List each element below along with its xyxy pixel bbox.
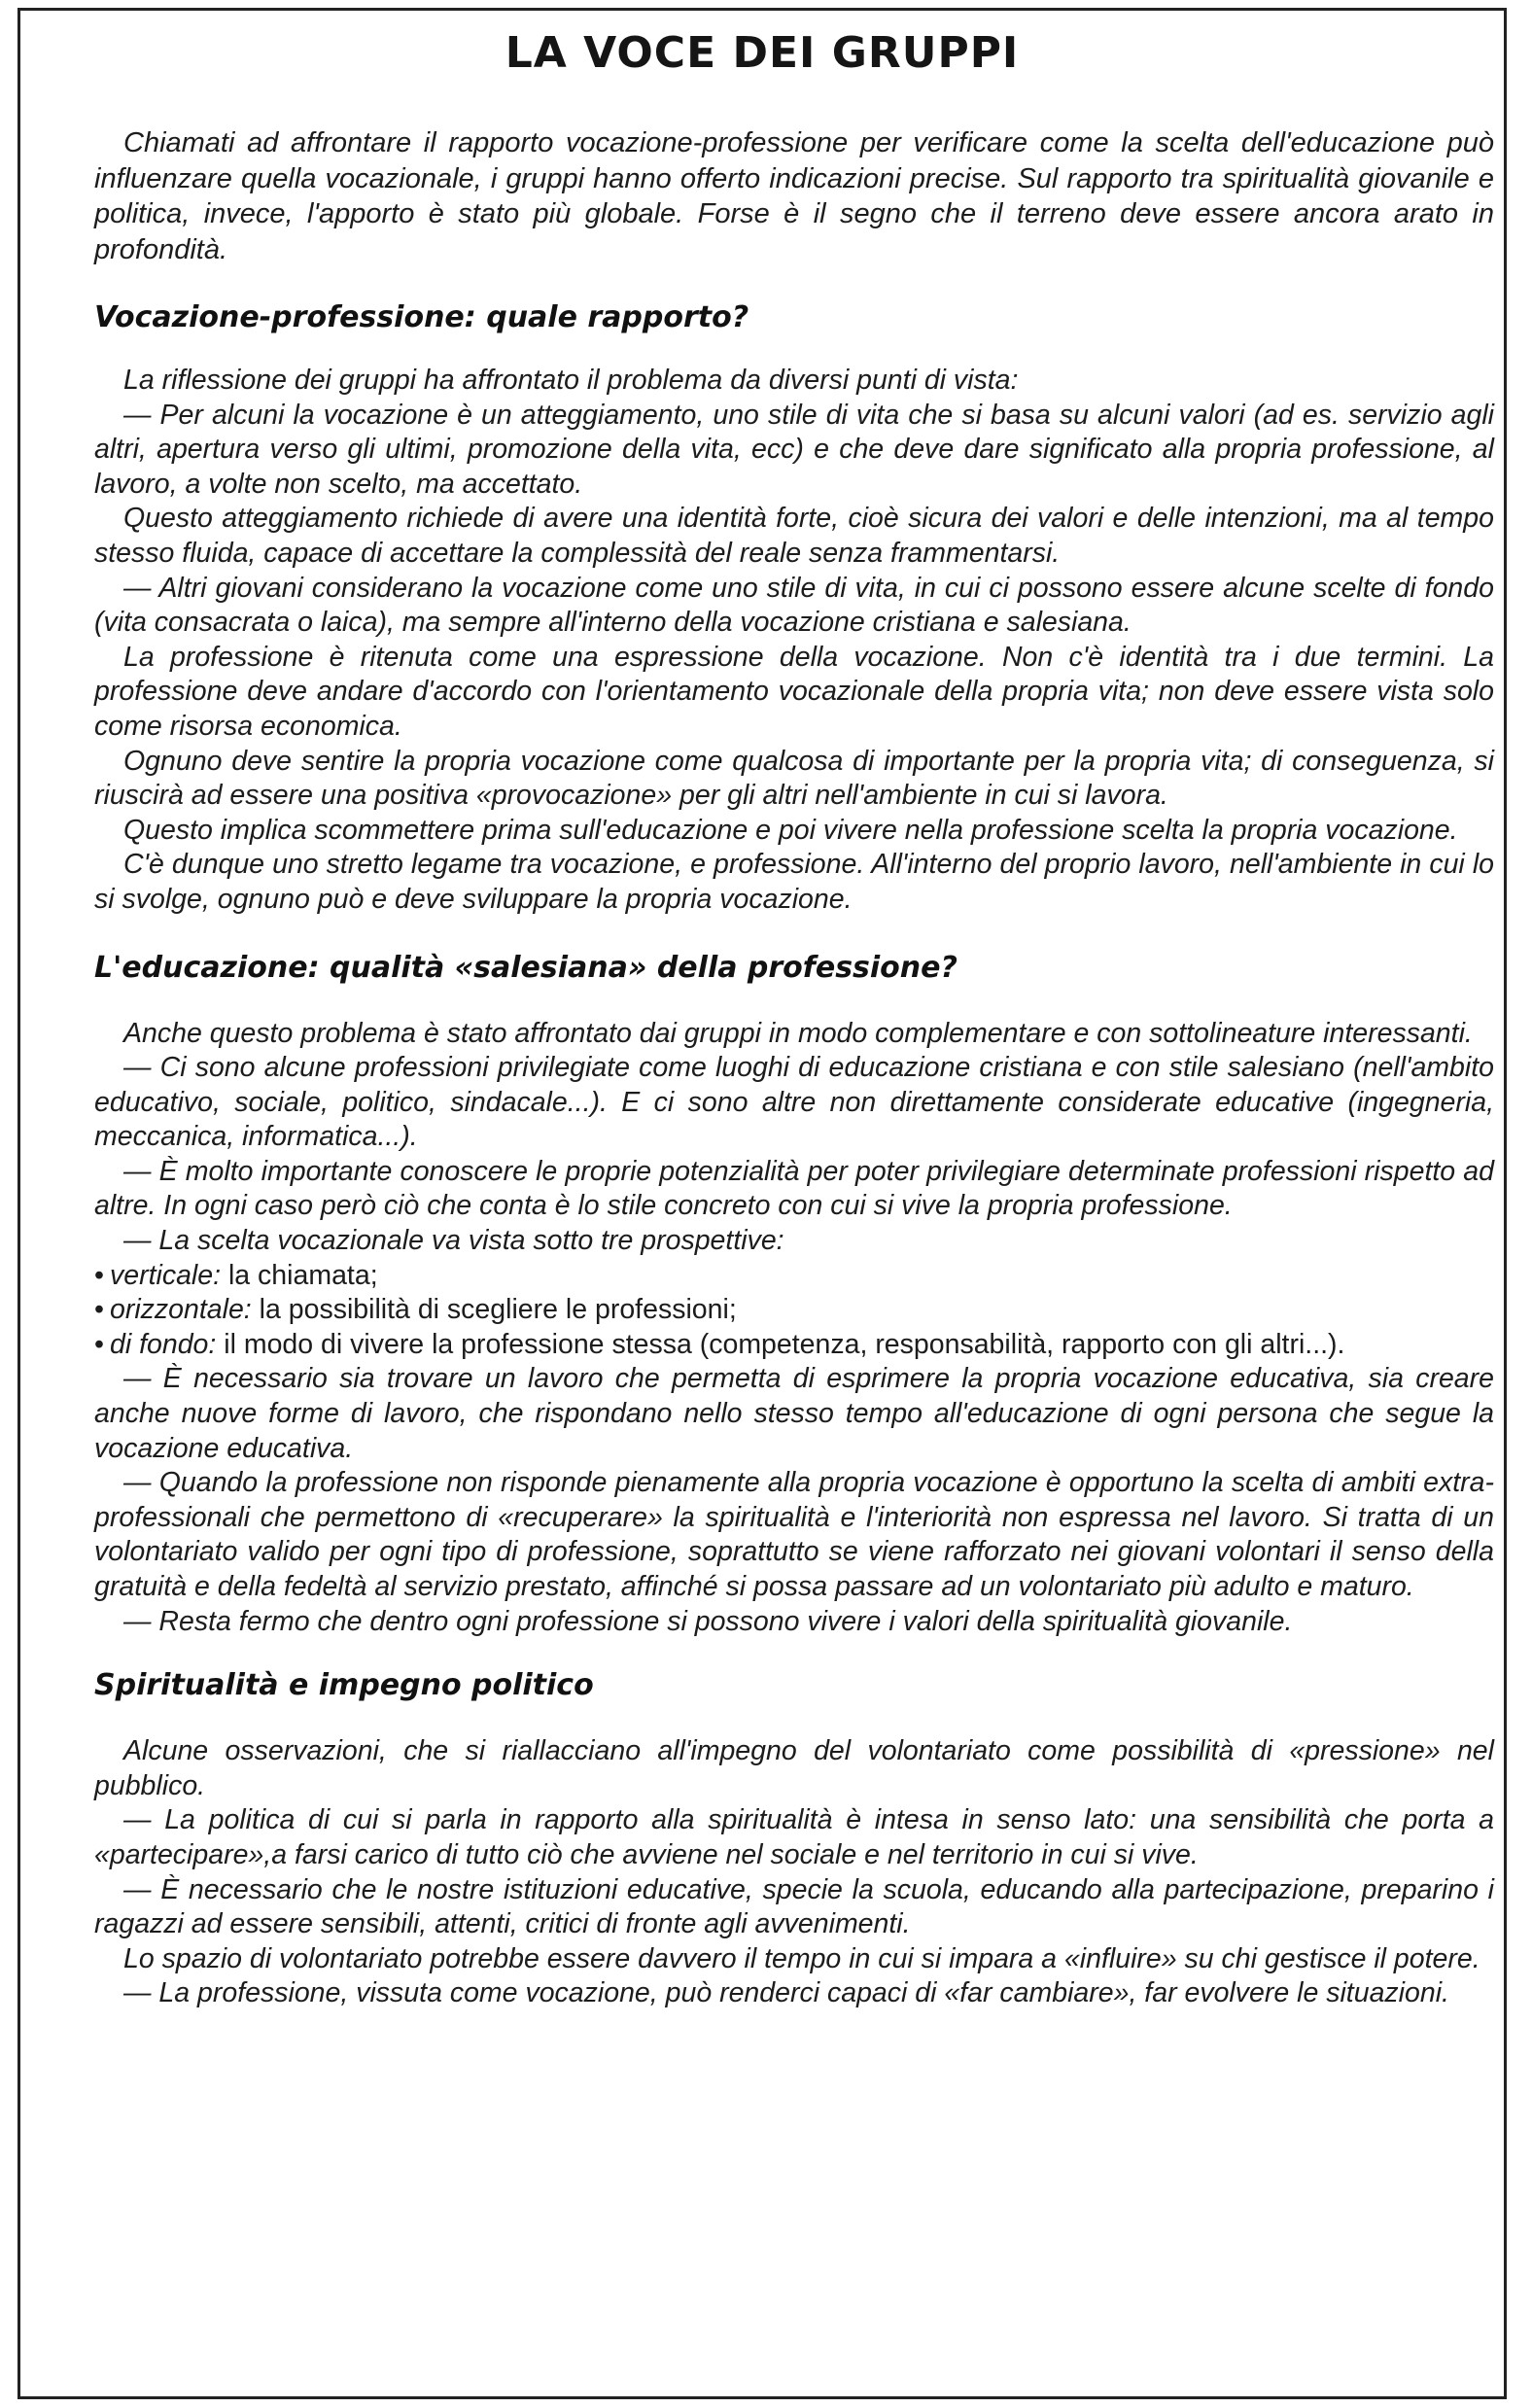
paragraph: Anche questo problema è stato affrontato dai gruppi in modo complementare e con sottolineature interessanti. (123, 1017, 1473, 1049)
paragraph: — Altri giovani considerano la vocazione come uno stile di vita, in cui ci possono essere alcune scelte di fondo (vita consacrata o laica), ma sempre all'interno della vocazione cristiana e salesiana. (94, 572, 1494, 639)
bullet-dot-icon: • (94, 1328, 104, 1360)
bullet-item (94, 1293, 1494, 1328)
paragraph: La professione è ritenuta come una espressione della vocazione. Non c'è identità tra i due termini. La professione deve andare d'accordo con l'orientamento vocazionale della propria vita; non deve essere vista solo come risorsa economica. (94, 641, 1494, 742)
paragraph: Questo implica scommettere prima sull'educazione e poi vivere nella professione scelta la propria vocazione. (123, 814, 1458, 846)
bullet-term: di fondo: (109, 1328, 217, 1360)
bullet-term: orizzontale: (109, 1294, 252, 1326)
bullet-desc: il modo di vivere la professione stessa (competenza, responsabilità, rapporto con gli altri...). (216, 1328, 1345, 1360)
section-heading-educazione: L'educazione: qualità «salesiana» della professione? (94, 950, 958, 985)
bullet-desc: la chiamata; (221, 1259, 378, 1291)
section-heading-politica: Spiritualità e impegno politico (94, 1668, 594, 1703)
paragraph: Alcune osservazioni, che si riallacciano all'impegno del volontariato come possibilità di «pressione» nel pubblico. (94, 1735, 1494, 1801)
paragraph: — È necessario sia trovare un lavoro che permetta di esprimere la propria vocazione educativa, sia creare anche nuove forme di lavoro, che rispondano nello stesso tempo all'educazione di ogni persona che segue la vocazione educativa. (94, 1363, 1494, 1464)
section-vocazione (94, 364, 1494, 918)
bullet-term: verticale: (109, 1259, 222, 1291)
paragraph: — La professione, vissuta come vocazione, può renderci capaci di «far cambiare», far evolvere le situazioni. (123, 1977, 1449, 2009)
paragraph: — Quando la professione non risponde pienamente alla propria vocazione è opportuno la scelta di ambiti extra-professionali che permettono di «recuperare» la spiritualità e l'interiorità non espressa nel lavoro. Si tratta di un volontariato valido per ogni tipo di professione, soprattutto se viene rafforzato nei giovani volontari il senso della gratuità e della fedeltà al servizio prestato, affinché si possa passare ad un volontariato più adulto e maturo. (94, 1467, 1494, 1602)
intro-paragraph: Chiamati ad affrontare il rapporto vocazione-professione per verificare come la scelta dell'educazione può influenzare quella vocazionale, i gruppi hanno offerto indicazioni precise. Sul rapporto tra spiritualità giovanile e politica, invece, l'apporto è stato più globale. Forse è il segno che il terreno deve essere ancora arato in profondità. (94, 127, 1494, 265)
paragraph: C'è dunque uno stretto legame tra vocazione, e professione. All'interno del proprio lavoro, nell'ambiente in cui lo si svolge, ognuno può e deve sviluppare la propria vocazione. (94, 849, 1494, 915)
paragraph: Ognuno deve sentire la propria vocazione come qualcosa di importante per la propria vita; di conseguenza, si riuscirà ad essere una positiva «provocazione» per gli altri nell'ambiente in cui si lavora. (94, 745, 1494, 812)
bullet-item (94, 1259, 1494, 1294)
section-politica (94, 1734, 1494, 2011)
section-educazione (94, 1017, 1494, 1640)
paragraph: La riflessione dei gruppi ha affrontato il problema da diversi punti di vista: (123, 365, 1019, 396)
paragraph: — Ci sono alcune professioni privilegiate come luoghi di educazione cristiana e con stile salesiano (nell'ambito educativo, sociale, politico, sindacale...). E ci sono altre non direttamente considerate educative (ingegneria, meccanica, informatica...). (94, 1052, 1494, 1153)
page-title: LA VOCE DEI GRUPPI (505, 28, 1020, 78)
bullet-desc: la possibilità di scegliere le professioni; (251, 1294, 737, 1326)
paragraph: — La politica di cui si parla in rapporto alla spiritualità è intesa in senso lato: una sensibilità che porta a «partecipare»,a farsi carico di tutto ciò che avviene nel sociale e nel territorio in cui si vive. (94, 1804, 1494, 1870)
page-frame (17, 8, 1507, 2399)
paragraph: — La scelta vocazionale va vista sotto tre prospettive: (123, 1225, 784, 1257)
bullet-dot-icon: • (94, 1259, 104, 1291)
paragraph: — Per alcuni la vocazione è un atteggiamento, uno stile di vita che si basa su alcuni valori (ad es. servizio agli altri, apertura verso gli ultimi, promozione della vita, ecc) e che deve dare significato alla propria professione, al lavoro, a volte non scelto, ma accettato. (94, 399, 1494, 500)
article-body (94, 125, 1494, 2011)
paragraph: Lo spazio di volontariato potrebbe essere davvero il tempo in cui si impara a «influire» su chi gestisce il potere. (123, 1942, 1480, 1974)
bullet-item (94, 1328, 1494, 1363)
paragraph: Questo atteggiamento richiede di avere una identità forte, cioè sicura dei valori e delle intenzioni, ma al tempo stesso fluida, capace di accettare la complessità del reale senza frammentarsi. (94, 503, 1494, 569)
paragraph: — È necessario che le nostre istituzioni educative, specie la scuola, educando alla partecipazione, preparino i ragazzi ad essere sensibili, attenti, critici di fronte agli avvenimenti. (94, 1873, 1494, 1940)
paragraph: — Resta fermo che dentro ogni professione si possono vivere i valori della spiritualità giovanile. (123, 1605, 1293, 1637)
paragraph: — È molto importante conoscere le proprie potenzialità per poter privilegiare determinate professioni rispetto ad altre. In ogni caso però ciò che conta è lo stile concreto con cui si vive la propria professione. (94, 1155, 1494, 1222)
bullet-dot-icon: • (94, 1294, 104, 1326)
section-heading-vocazione: Vocazione-professione: quale rapporto? (94, 300, 749, 334)
